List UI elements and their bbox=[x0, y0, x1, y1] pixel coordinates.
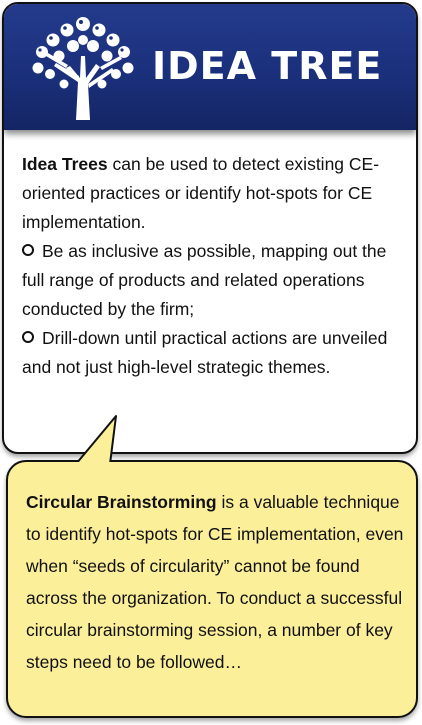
bubble-body: is a valuable technique to identify hot-spots for CE implementation, even when “seeds of circularity” cannot be found across the organization. To conduct a successful circular brainstorming session, a number of key steps need to be followed… bbox=[26, 492, 404, 672]
bullet-text: Drill-down until practical actions are unveiled and not just high-level strategic themes. bbox=[22, 328, 388, 377]
idea-tree-lightbulb-icon bbox=[26, 12, 138, 120]
bubble-text bbox=[26, 486, 406, 678]
speech-bubble bbox=[6, 460, 418, 718]
circle-bullet-icon bbox=[22, 331, 34, 343]
speech-bubble-pointer bbox=[70, 410, 150, 466]
bubble-bold-term: Circular Brainstorming bbox=[26, 492, 217, 512]
bullet-item bbox=[22, 237, 400, 324]
bullet-item bbox=[22, 324, 400, 382]
circle-bullet-icon bbox=[22, 244, 34, 256]
bullet-text: Be as inclusive as possible, mapping out the full range of products and related operations conducted by the firm; bbox=[22, 241, 387, 319]
page-title: IDEA TREE bbox=[152, 44, 383, 88]
intro-bold-term: Idea Trees bbox=[22, 154, 108, 174]
header-banner bbox=[4, 4, 416, 130]
intro-paragraph bbox=[22, 150, 400, 237]
idea-tree-card bbox=[2, 2, 418, 454]
idea-tree-description bbox=[22, 150, 400, 382]
intro-text: can be used to detect existing CE-oriented practices or identify hot-spots for CE implementation. bbox=[22, 154, 380, 232]
